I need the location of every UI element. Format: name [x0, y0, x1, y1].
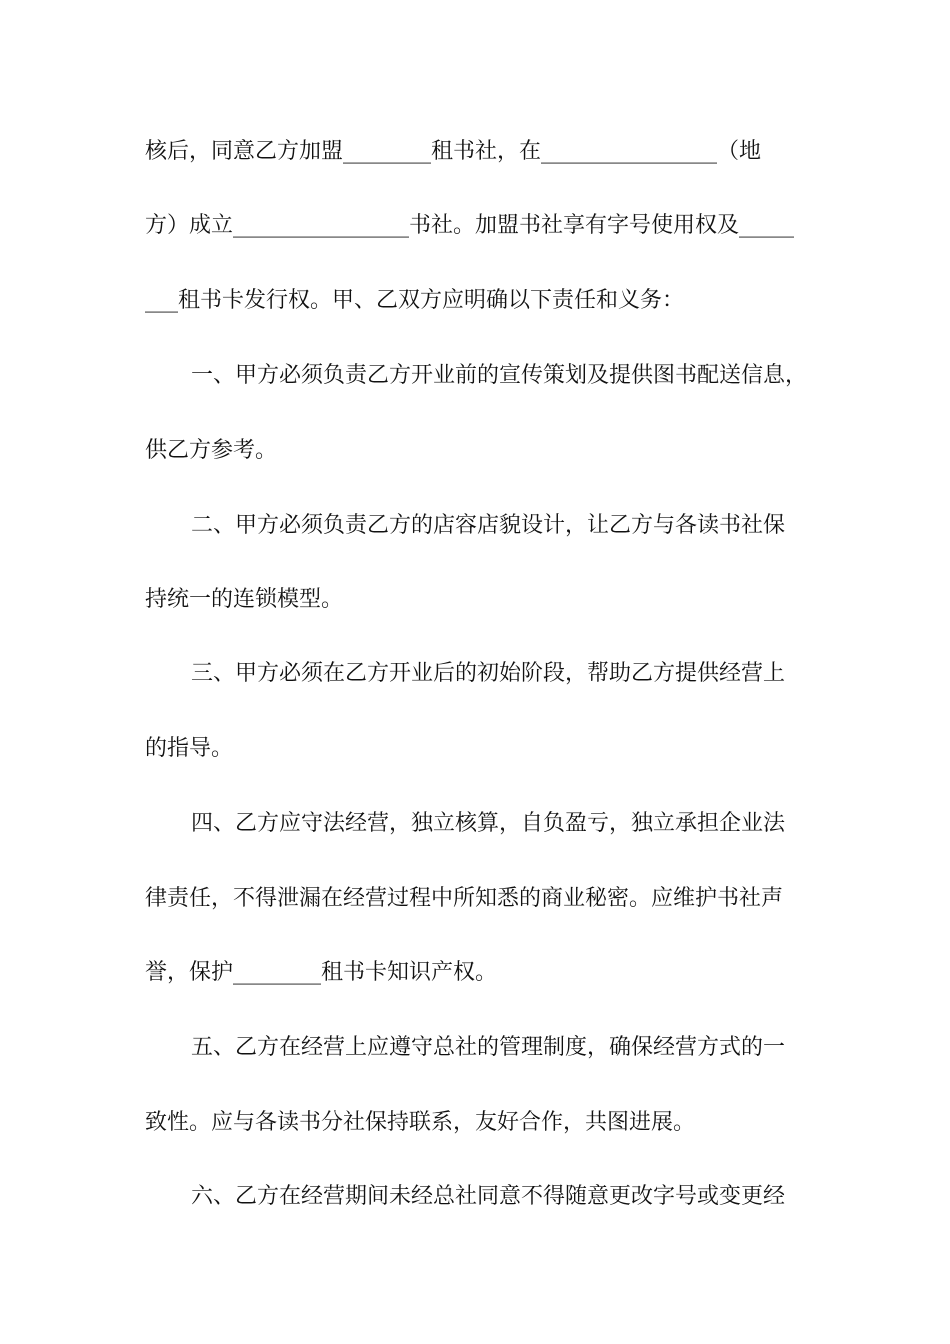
clause-1-line: 一、甲方必须负责乙方开业前的宣传策划及提供图书配送信息， — [191, 363, 808, 388]
clause-1-line: 供乙方参考。 — [145, 438, 278, 463]
paragraph-line: ___租书卡发行权。甲、乙双方应明确以下责任和义务： — [145, 288, 685, 313]
clause-2-line: 持统一的连锁模型。 — [145, 587, 344, 612]
clause-3-line: 三、甲方必须在乙方开业后的初始阶段，帮助乙方提供经营上 — [191, 661, 786, 686]
clause-2-line: 二、甲方必须负责乙方的店容店貌设计，让乙方与各读书社保 — [191, 513, 786, 538]
clause-4-line: 律责任，不得泄漏在经营过程中所知悉的商业秘密。应维护书社声 — [145, 886, 784, 911]
clause-6-line: 六、乙方在经营期间未经总社同意不得随意更改字号或变更经 — [191, 1184, 786, 1209]
paragraph-line: 方）成立________________书社。加盟书社享有字号使用权及_____ — [145, 213, 795, 238]
clause-3-line: 的指导。 — [145, 736, 234, 761]
paragraph-line: 核后，同意乙方加盟________租书社，在________________（地 — [145, 139, 762, 164]
clause-4-line: 四、乙方应守法经营，独立核算，自负盈亏，独立承担企业法 — [191, 811, 786, 836]
clause-4-line: 誉，保护________租书卡知识产权。 — [145, 960, 498, 985]
clause-5-line: 致性。应与各读书分社保持联系，友好合作，共图进展。 — [145, 1110, 696, 1135]
clause-5-line: 五、乙方在经营上应遵守总社的管理制度，确保经营方式的一 — [191, 1035, 786, 1060]
